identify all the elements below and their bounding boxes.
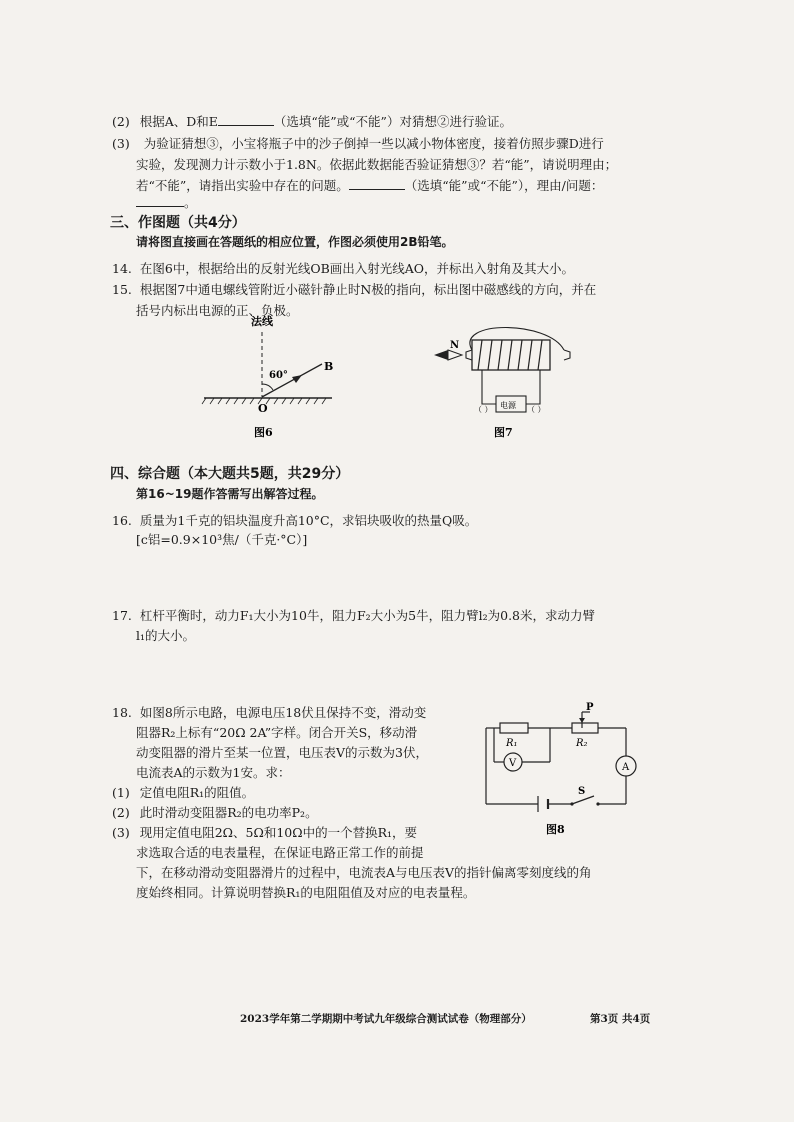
question-number: 15. xyxy=(112,282,132,297)
question-18-sub-3-line-3: 下，在移动滑动变阻器滑片的过程中，电流表A与电压表V的指针偏离零刻度线的角 xyxy=(136,865,592,880)
question-text: （选填“能”或“不能”）对猜想②进行验证。 xyxy=(273,114,512,129)
question-3-line-3 xyxy=(136,176,603,194)
question-3-line-4 xyxy=(136,193,197,211)
polarity-bracket-left[interactable]: （ ） xyxy=(474,405,493,414)
question-text: 根据图7中通电螺线管附近小磁针静止时N极的指向，标出图中磁感线的方向，并在 xyxy=(139,282,597,297)
question-18-sub-3-line-2: 求选取合适的电表量程，在保证电路正常工作的前提 xyxy=(136,845,424,860)
wire xyxy=(526,370,540,404)
polarity-bracket-right[interactable]: （ ） xyxy=(527,405,546,414)
question-text: 为验证猜想③，小宝将瓶子中的沙子倒掉一些以减小物体密度，接着仿照步骤D进行 xyxy=(143,136,604,151)
switch-s xyxy=(572,796,594,804)
question-14 xyxy=(112,259,574,277)
n-pole-label: N xyxy=(450,340,460,351)
figure-6-caption: 图6 xyxy=(254,426,273,439)
figure-7-caption: 图7 xyxy=(494,426,513,439)
footer-page-number: 第3页 共4页 xyxy=(590,1013,651,1025)
figure-8 xyxy=(476,700,646,840)
point-b-label: B xyxy=(324,360,334,373)
question-3-line-1 xyxy=(112,134,604,152)
answer-blank[interactable] xyxy=(136,194,184,207)
question-18-line-2: 阻器R₂上标有“20Ω 2A”字样。闭合开关S，移动滑 xyxy=(136,725,418,740)
slider-arrow-icon xyxy=(579,718,585,723)
question-number: 14. xyxy=(112,261,132,276)
angle-arc xyxy=(262,384,273,390)
question-18-line-3: 动变阻器的滑片至某一位置，电压表V的示数为3伏， xyxy=(136,745,428,760)
section-4-title: 四、综合题（本大题共5题，共29分） xyxy=(110,466,350,482)
resistor-r1 xyxy=(500,723,528,733)
voltmeter-label: V xyxy=(509,758,517,769)
angle-label: 60° xyxy=(269,370,288,381)
question-number: 17. xyxy=(112,608,132,623)
question-text: 若“不能”，请指出实验中存在的问题。 xyxy=(136,178,349,193)
question-18-sub-3-line-4: 度始终相同。计算说明替换R₁的电阻阻值及对应的电表量程。 xyxy=(136,885,476,900)
figure-8-caption: 图8 xyxy=(546,823,565,836)
question-number: (2) xyxy=(112,114,130,129)
slider-p-label: P xyxy=(586,702,594,713)
subquestion-number: (3) xyxy=(112,825,130,840)
question-text: （选填“能”或“不能”），理由/问题： xyxy=(404,178,604,193)
question-text: 杠杆平衡时，动力F₁大小为10牛，阻力F₂大小为5牛，阻力臂l₂为0.8米，求动力臂 xyxy=(139,608,595,623)
question-text: 根据A、D和E xyxy=(139,114,218,129)
answer-blank[interactable] xyxy=(218,113,274,126)
answer-blank[interactable] xyxy=(349,177,405,190)
r1-label: R₁ xyxy=(506,738,518,749)
section-3-title: 三、作图题（共4分） xyxy=(110,215,246,231)
arrow-icon xyxy=(292,375,302,383)
question-17-line-2: l₁的大小。 xyxy=(136,628,196,643)
question-2 xyxy=(112,112,512,130)
question-18-sub-1 xyxy=(112,783,254,801)
question-18-line-4: 电流表A的示数为1安。求： xyxy=(136,765,291,780)
question-3-line-2: 实验，发现测力计示数小于1.8N。依据此数据能否验证猜想③？若“能”，请说明理由； xyxy=(136,157,618,172)
question-18-sub-2 xyxy=(112,803,318,821)
compass-needle-icon xyxy=(434,350,448,360)
question-text: 质量为1千克的铝块温度升高10°C，求铝块吸收的热量Q吸。 xyxy=(139,513,478,528)
question-text: 。 xyxy=(184,195,197,210)
subquestion-number: (1) xyxy=(112,785,130,800)
normal-label: 法线 xyxy=(251,315,273,328)
footer-title: 2023学年第二学期期中考试九年级综合测试试卷（物理部分） xyxy=(240,1013,532,1025)
question-text: 在图6中，根据给出的反射光线OB画出入射光线AO，并标出入射角及其大小。 xyxy=(139,261,575,276)
section-3-note: 请将图直接画在答题纸的相应位置，作图必须使用2B铅笔。 xyxy=(136,235,454,249)
point-o-label: O xyxy=(258,402,268,415)
question-17-line-1 xyxy=(112,606,595,624)
question-15-line-2: 括号内标出电源的正、负极。 xyxy=(136,303,299,318)
rheostat-r2 xyxy=(572,723,598,733)
figure-6 xyxy=(196,310,346,445)
figure-7 xyxy=(430,320,580,440)
question-18-sub-3 xyxy=(112,823,417,841)
power-source-label: 电源 xyxy=(500,401,516,410)
switch-label: S xyxy=(578,786,586,797)
subquestion-number: (2) xyxy=(112,805,130,820)
question-number: 18. xyxy=(112,705,132,720)
subquestion-text: 定值电阻R₁的阻值。 xyxy=(139,785,255,800)
subquestion-text: 此时滑动变阻器R₂的电功率P₂。 xyxy=(139,805,318,820)
question-number: 16. xyxy=(112,513,132,528)
r2-label: R₂ xyxy=(576,738,588,749)
ammeter-label: A xyxy=(622,762,630,773)
question-text: 如图8所示电路，电源电压18伏且保持不变，滑动变 xyxy=(139,705,427,720)
question-number: (3) xyxy=(112,136,130,151)
circuit-wires xyxy=(486,712,626,804)
question-15-line-1 xyxy=(112,280,596,298)
question-18-line-1 xyxy=(112,703,426,721)
question-16 xyxy=(112,511,477,529)
question-16-formula: [c铝=0.9×10³焦/（千克·°C）] xyxy=(136,532,308,547)
subquestion-text: 现用定值电阻2Ω、5Ω和10Ω中的一个替换R₁，要 xyxy=(139,825,418,840)
solenoid-coil xyxy=(478,340,542,370)
wire xyxy=(482,370,496,404)
section-4-note: 第16~19题作答需写出解答过程。 xyxy=(136,487,324,501)
